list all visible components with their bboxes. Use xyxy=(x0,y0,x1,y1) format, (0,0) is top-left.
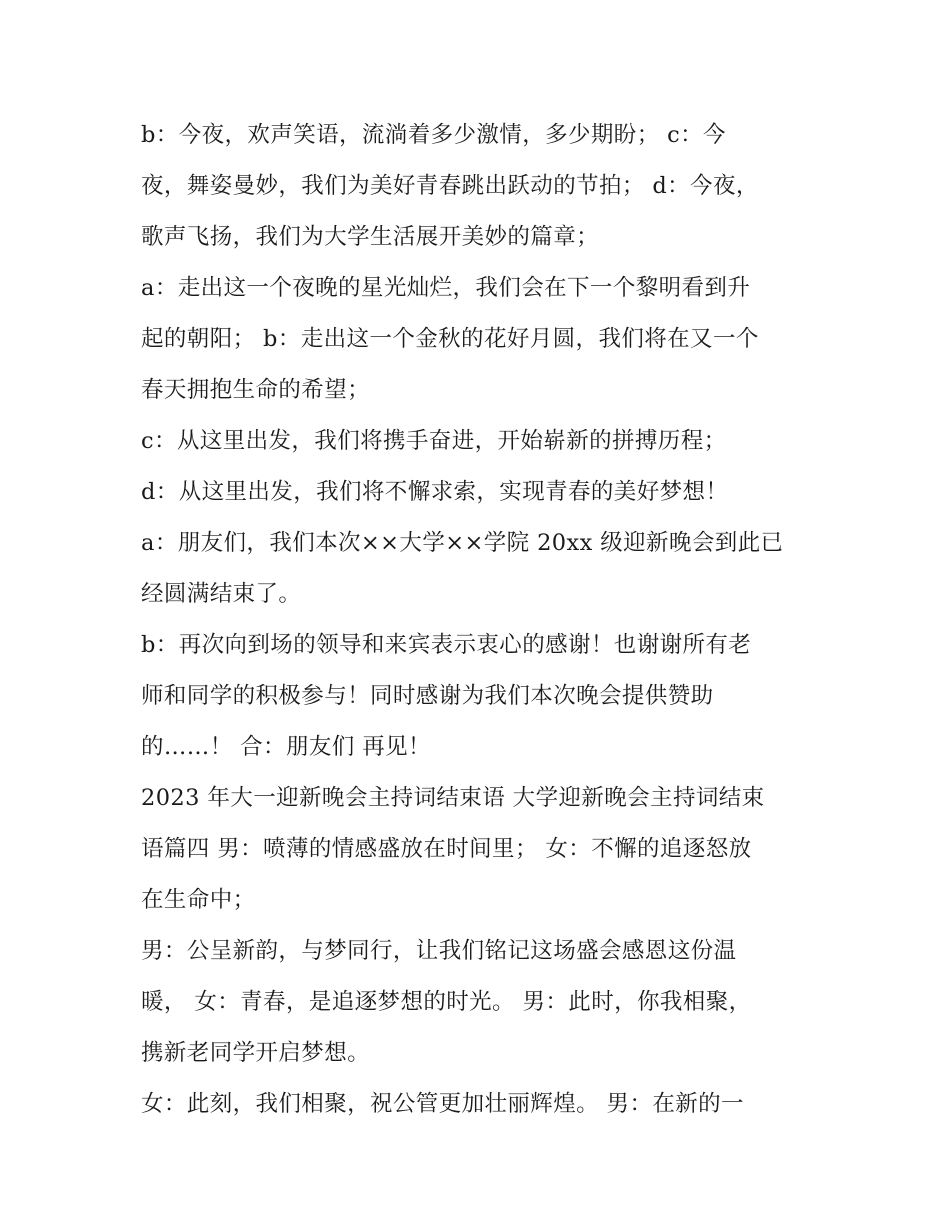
text-line: 男：公呈新韵，与梦同行，让我们铭记这场盛会感恩这份温 xyxy=(141,938,737,964)
text-line: 携新老同学开启梦想。 xyxy=(141,1040,371,1066)
paragraph-5 xyxy=(141,518,813,620)
text-line: 的……！ 合：朋友们 再见！ xyxy=(141,734,431,760)
text-line: 春天拥抱生命的希望； xyxy=(141,377,371,403)
text-line: 在生命中； xyxy=(141,887,256,913)
text-line: b：今夜，欢声笑语，流淌着多少激情，多少期盼； c：今 xyxy=(141,122,726,148)
text-line: 语篇四 男：喷薄的情感盛放在时间里； 女：不懈的追逐怒放 xyxy=(141,836,752,862)
paragraph-8 xyxy=(141,926,813,1079)
text-line: b：再次向到场的领导和来宾表示衷心的感谢！也谢谢所有老 xyxy=(141,632,752,658)
document-body xyxy=(141,110,813,1130)
text-line: 歌声飞扬，我们为大学生活展开美妙的篇章； xyxy=(141,224,600,250)
text-line: 师和同学的积极参与！同时感谢为我们本次晚会提供赞助 xyxy=(141,683,714,709)
text-line: 夜，舞姿曼妙，我们为美好青春跳出跃动的节拍； d：今夜， xyxy=(141,173,759,199)
text-line: a：朋友们，我们本次××大学××学院 20xx 级迎新晚会到此已 xyxy=(141,530,784,556)
paragraph-4 xyxy=(141,467,813,518)
paragraph-6 xyxy=(141,620,813,773)
text-line: 起的朝阳； b：走出这一个金秋的花好月圆，我们将在又一个 xyxy=(141,326,759,352)
paragraph-1 xyxy=(141,110,813,263)
text-line: c：从这里出发，我们将携手奋进，开始崭新的拼搏历程； xyxy=(141,428,727,454)
paragraph-3 xyxy=(141,416,813,467)
paragraph-9 xyxy=(141,1079,813,1130)
paragraph-2 xyxy=(141,263,813,416)
paragraph-7 xyxy=(141,773,813,926)
text-line: d：从这里出发，我们将不懈求索，实现青春的美好梦想！ xyxy=(141,479,729,505)
text-line: 女：此刻，我们相聚，祝公管更加壮丽辉煌。 男：在新的一 xyxy=(141,1091,744,1117)
text-line: 暖， 女：青春，是追逐梦想的时光。 男：此时，你我相聚， xyxy=(141,989,752,1015)
text-line: 经圆满结束了。 xyxy=(141,581,302,607)
text-line: 2023 年大一迎新晚会主持词结束语 大学迎新晚会主持词结束 xyxy=(141,785,765,811)
text-line: a：走出这一个夜晚的星光灿烂，我们会在下一个黎明看到升 xyxy=(141,275,751,301)
